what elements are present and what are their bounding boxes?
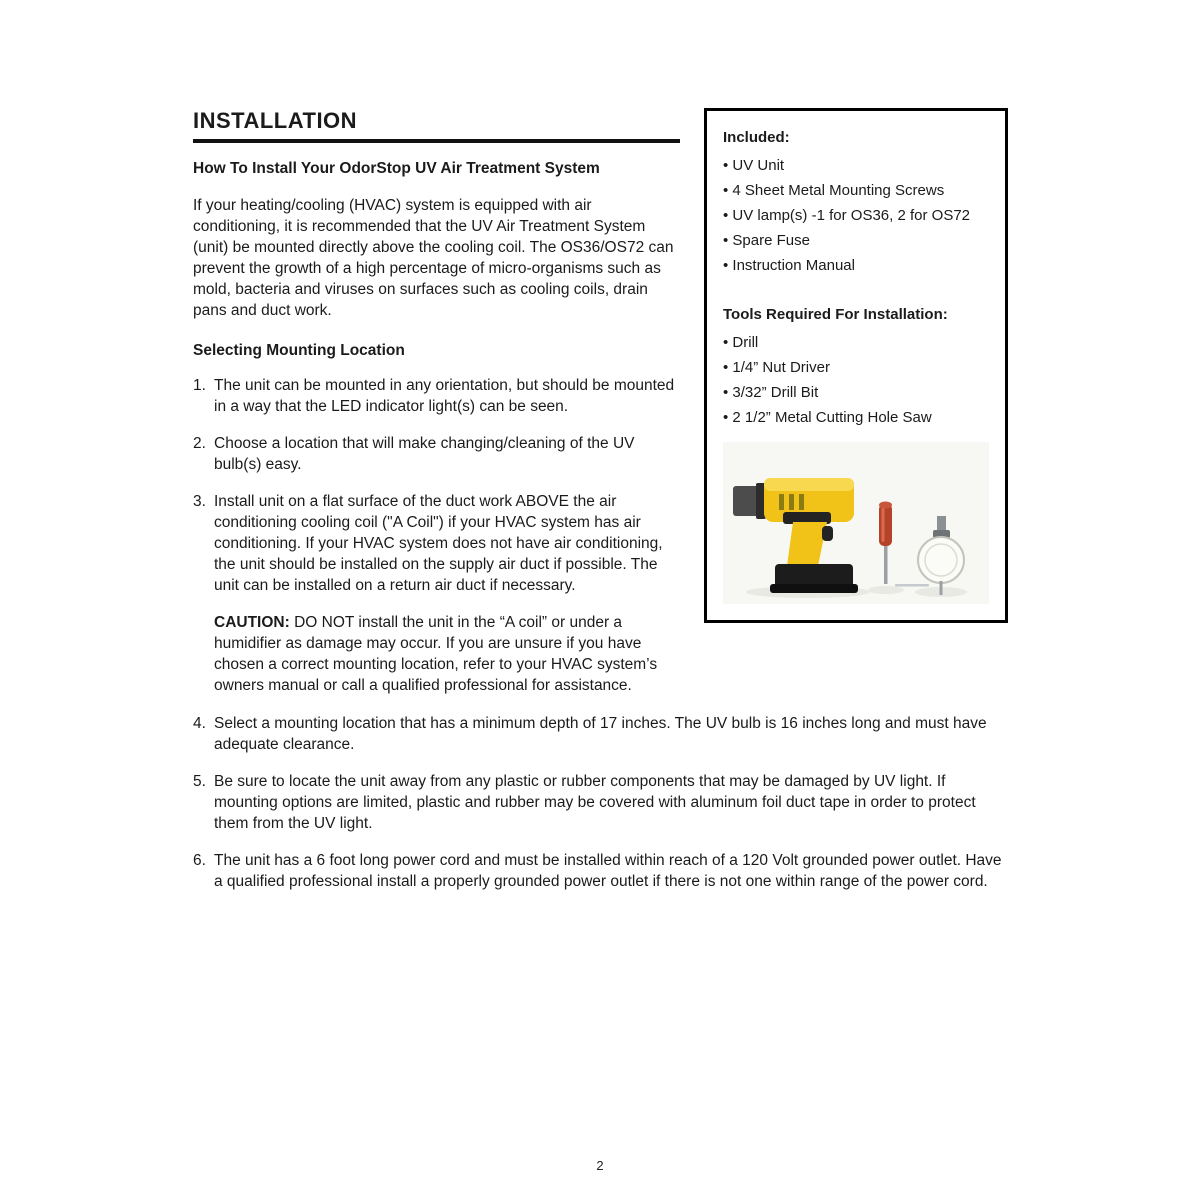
step-text: Choose a location that will make changing/cleaning of the UV bulb(s) easy. — [214, 435, 635, 473]
step-number: 3. — [193, 493, 206, 510]
intro-paragraph: If your heating/cooling (HVAC) system is equipped with air conditioning, it is recommended that the UV Air Treatment System (unit) be mounted directly above the cooling coil. The OS36/OS72 can prevent the growth of a high percentage of micro-organisms such as mold, bacteria and viruses on surfaces such as cooling coils, drain pans and duct work. — [193, 197, 674, 319]
step-item-6 — [193, 850, 1008, 892]
step-text: Install unit on a flat surface of the duct work ABOVE the air conditioning cooling coil ("A Coil") if your HVAC system has air conditioning. If your HVAC system does not have air conditioning, the unit should be installed on the supply air duct if possible. The unit can be installed on a return air duct if necessary. — [214, 493, 663, 594]
caution-label: CAUTION: — [214, 614, 290, 631]
included-item: • UV Unit — [723, 157, 785, 174]
step-number: 5. — [193, 773, 206, 790]
included-item: • Spare Fuse — [723, 232, 810, 249]
tools-item: • Drill — [723, 334, 759, 351]
step-text: Be sure to locate the unit away from any plastic or rubber components that may be damaged by UV light. If mounting options are limited, plastic and rubber may be covered with aluminum foil duct tape in order to protect them from the UV light. — [214, 773, 976, 832]
step-item-5 — [193, 771, 1008, 834]
step-item-1 — [193, 375, 1008, 417]
included-heading: Included: — [723, 129, 790, 146]
step-item-3 — [193, 491, 1008, 596]
page-subtitle: How To Install Your OdorStop UV Air Treatment System — [193, 160, 600, 177]
page-content — [193, 108, 1008, 908]
caution-text: DO NOT install the unit in the “A coil” or under a humidifier as damage may occur. If you are unsure if you have chosen a correct mounting location, refer to your HVAC system’s owners manual or call a qualified professional for assistance. — [214, 614, 658, 694]
included-item: • 4 Sheet Metal Mounting Screws — [723, 182, 945, 199]
caution-paragraph — [193, 612, 1008, 696]
step-number: 4. — [193, 715, 206, 732]
step-number: 6. — [193, 852, 206, 869]
included-item: • UV lamp(s) -1 for OS36, 2 for OS72 — [723, 207, 971, 224]
tools-item: • 2 1/2” Metal Cutting Hole Saw — [723, 409, 932, 426]
step-text: The unit has a 6 foot long power cord and must be installed within reach of a 120 Volt grounded power outlet. Have a qualified professional install a properly grounded power outlet if there is not one within range of the power cord. — [214, 852, 1002, 890]
included-item: • Instruction Manual — [723, 257, 855, 274]
step-text: The unit can be mounted in any orientation, but should be mounted in a way that the LED indicator light(s) can be seen. — [214, 377, 675, 415]
step-item-4 — [193, 713, 1008, 755]
page-title: INSTALLATION — [193, 108, 680, 143]
tools-item: • 1/4” Nut Driver — [723, 359, 830, 376]
step-number: 2. — [193, 435, 206, 452]
step-text: Select a mounting location that has a minimum depth of 17 inches. The UV bulb is 16 inches long and must have adequate clearance. — [214, 715, 987, 753]
page-number: 2 — [596, 1158, 604, 1173]
tools-item: • 3/32” Drill Bit — [723, 384, 819, 401]
tools-heading: Tools Required For Installation: — [723, 306, 948, 323]
step-number: 1. — [193, 377, 206, 394]
section-heading: Selecting Mounting Location — [193, 342, 405, 359]
step-item-2 — [193, 433, 1008, 475]
